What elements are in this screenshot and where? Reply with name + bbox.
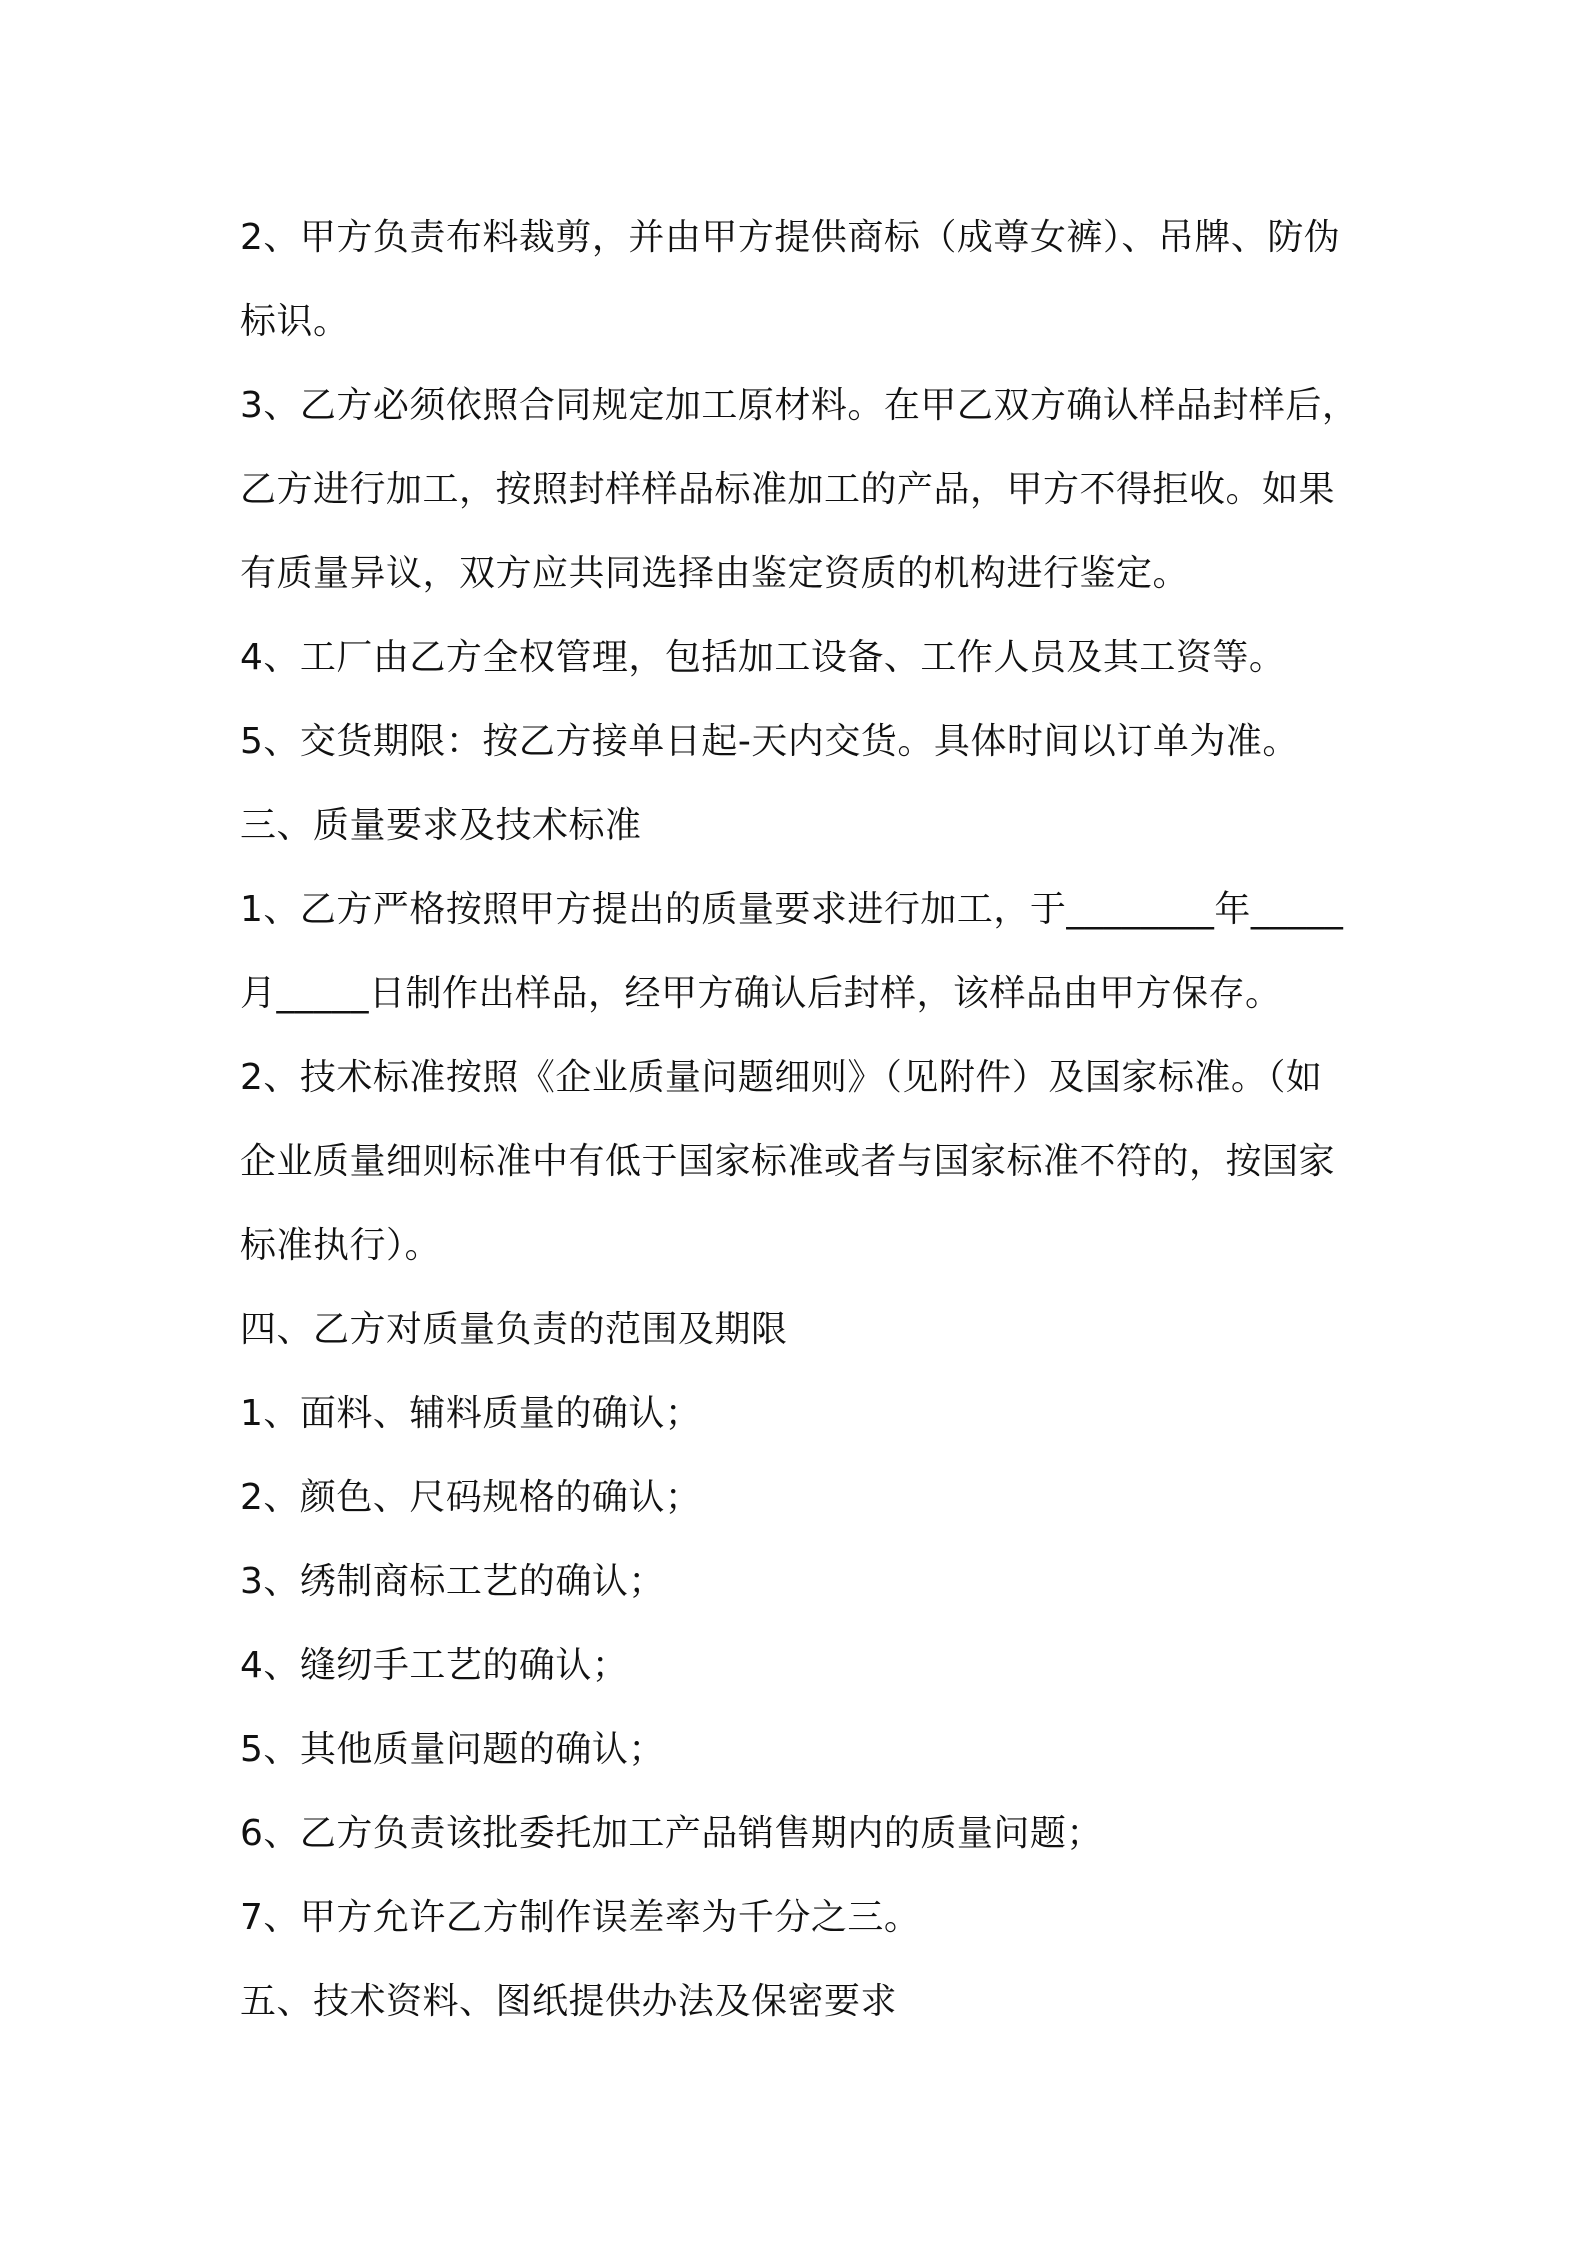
list-item: 1、面料、辅料质量的确认；	[240, 1393, 702, 1434]
text-line: 乙方进行加工，按照封样样品标准加工的产品，甲方不得拒收。如果	[240, 469, 1336, 510]
section-heading: 三、质量要求及技术标准	[240, 805, 642, 846]
text-line: 3、乙方必须依照合同规定加工原材料。在甲乙双方确认样品封样后，	[240, 385, 1359, 426]
text-line: 标识。	[240, 301, 350, 342]
list-item: 5、其他质量问题的确认；	[240, 1729, 665, 1770]
list-item: 7、甲方允许乙方制作误差率为千分之三。	[240, 1897, 921, 1938]
list-item: 4、缝纫手工艺的确认；	[240, 1645, 629, 1686]
text-line: 月_____日制作出样品，经甲方确认后封样，该样品由甲方保存。	[240, 973, 1282, 1014]
list-item: 6、乙方负责该批委托加工产品销售期内的质量问题；	[240, 1813, 1103, 1854]
text-line: 2、甲方负责布料裁剪，并由甲方提供商标（成尊女裤）、吊牌、防伪	[240, 217, 1341, 258]
text-line: 1、乙方严格按照甲方提出的质量要求进行加工，于________年_____	[240, 889, 1344, 930]
text-line: 企业质量细则标准中有低于国家标准或者与国家标准不符的，按国家	[240, 1141, 1336, 1182]
text-line: 标准执行）。	[240, 1225, 442, 1266]
text-line: 5、交货期限：按乙方接单日起-天内交货。具体时间以订单为准。	[240, 721, 1299, 762]
section-heading: 四、乙方对质量负责的范围及期限	[240, 1309, 788, 1350]
document-body	[240, 196, 1370, 2044]
list-item: 3、绣制商标工艺的确认；	[240, 1561, 665, 1602]
text-line: 4、工厂由乙方全权管理，包括加工设备、工作人员及其工资等。	[240, 637, 1286, 678]
text-line: 有质量异议，双方应共同选择由鉴定资质的机构进行鉴定。	[240, 553, 1190, 594]
section-heading: 五、技术资料、图纸提供办法及保密要求	[240, 1981, 898, 2022]
list-item: 2、颜色、尺码规格的确认；	[240, 1477, 702, 1518]
text-line: 2、技术标准按照《企业质量问题细则》（见附件）及国家标准。（如	[240, 1057, 1323, 1098]
